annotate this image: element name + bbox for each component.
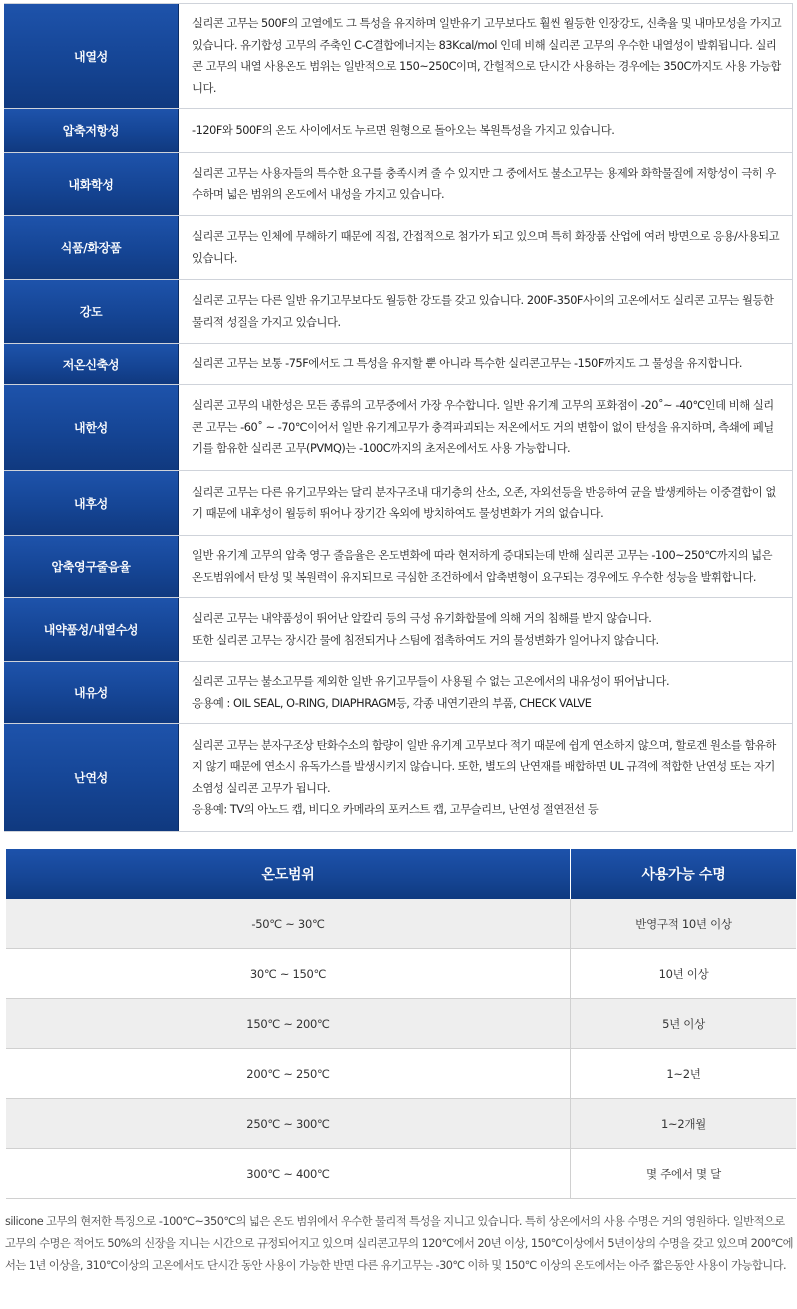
property-row xyxy=(4,216,793,280)
property-row xyxy=(4,471,793,536)
properties-table xyxy=(4,3,793,832)
temperature-range-cell: 200℃ ~ 250℃ xyxy=(6,1049,571,1099)
property-description: 실리콘 고무는 내약품성이 뛰어난 알칼리 등의 극성 유기화합물에 의해 거의 침해를 받지 않습니다. 또한 실리콘 고무는 장시간 물에 침전되거나 스팀에 접촉하여도 거의 물성변화가 일어나지 않습니다. xyxy=(179,598,793,661)
property-label: 내후성 xyxy=(4,471,179,535)
property-description: -120F와 500F의 온도 사이에서도 누르면 원형으로 돌아오는 복원특성을 가지고 있습니다. xyxy=(179,109,793,152)
property-label: 식품/화장품 xyxy=(4,216,179,279)
property-row xyxy=(4,724,793,832)
temperature-range-header: 온도범위 xyxy=(6,849,571,899)
property-description: 일반 유기계 고무의 압축 영구 줄음율은 온도변화에 따라 현저하게 증대되는데 반해 실리콘 고무는 -100~250℃까지의 넓은 온도범위에서 탄성 및 복원력이 유지되므로 극심한 조건하에서 압축변형이 요구되는 경우에도 우수한 성능을 발휘합니다. xyxy=(179,536,793,597)
property-row xyxy=(4,385,793,471)
property-row xyxy=(4,4,793,109)
property-description: 실리콘 고무는 다른 유기고무와는 달리 분자구조내 대기층의 산소, 오존, 자외선등을 반응하여 균을 발생케하는 이중결합이 없기 때문에 내후성이 월등히 뛰어나 장기간 옥외에 방치하여도 물성변화가 거의 없습니다. xyxy=(179,471,793,535)
property-label: 내약품성/내열수성 xyxy=(4,598,179,661)
table-row xyxy=(6,1149,796,1199)
temperature-range-cell: 300℃ ~ 400℃ xyxy=(6,1149,571,1199)
property-label: 난연성 xyxy=(4,724,179,831)
lifespan-header: 사용가능 수명 xyxy=(571,849,797,899)
lifespan-cell: 10년 이상 xyxy=(571,949,797,999)
temperature-lifespan-table xyxy=(6,849,796,1199)
property-description: 실리콘 고무는 사용자들의 특수한 요구를 충족시켜 줄 수 있지만 그 중에서도 불소고무는 용제와 화학물질에 저항성이 극히 우수하며 넓은 범위의 온도에서 내성을 가지고 있습니다. xyxy=(179,153,793,215)
table-row xyxy=(6,899,796,949)
temperature-range-cell: 250℃ ~ 300℃ xyxy=(6,1099,571,1149)
lifespan-cell: 몇 주에서 몇 달 xyxy=(571,1149,797,1199)
property-label: 저온신축성 xyxy=(4,344,179,384)
property-label: 강도 xyxy=(4,280,179,343)
temperature-range-cell: 150℃ ~ 200℃ xyxy=(6,999,571,1049)
property-row xyxy=(4,280,793,344)
table-row xyxy=(6,1049,796,1099)
property-label: 압축영구줄음율 xyxy=(4,536,179,597)
lifespan-cell: 1~2년 xyxy=(571,1049,797,1099)
lifespan-cell: 반영구적 10년 이상 xyxy=(571,899,797,949)
property-label: 내화학성 xyxy=(4,153,179,215)
property-label: 내유성 xyxy=(4,662,179,723)
lifespan-cell: 1~2개월 xyxy=(571,1099,797,1149)
property-description: 실리콘 고무의 내한성은 모든 종류의 고무중에서 가장 우수합니다. 일반 유기계 고무의 포화점이 -20˚~ -40℃인데 비해 실리콘 고무는 -60˚ ~ -70℃이어서 일반 유기계고무가 충격파괴되는 저온에서도 거의 변함이 없이 탄성을 유지하며, 측쇄에 페닐기를 함유한 실리콘 고무(PVMQ)는 -100C까지의 초저온에서도 사용 가능합니다. xyxy=(179,385,793,470)
property-description: 실리콘 고무는 분자구조상 탄화수소의 함량이 일반 유기계 고무보다 적기 때문에 쉽게 연소하지 않으며, 할로겐 원소를 함유하지 않기 때문에 연소시 유독가스를 발생시키지 않습니다. 또한, 별도의 난연재를 배합하면 UL 규격에 적합한 난연성 또는 자기소염성 실리콘 고무가 됩니다. 응용예: TV의 아노드 캡, 비디오 카메라의 포커스트 캡, 고무슬리브, 난연성 절연전선 등 xyxy=(179,724,793,831)
property-label: 압축저항성 xyxy=(4,109,179,152)
property-row xyxy=(4,536,793,598)
property-row xyxy=(4,598,793,662)
table-row xyxy=(6,999,796,1049)
property-description: 실리콘 고무는 보통 -75F에서도 그 특성을 유지할 뿐 아니라 특수한 실리콘고무는 -150F까지도 그 물성을 유지합니다. xyxy=(179,344,793,384)
property-row xyxy=(4,153,793,216)
property-row xyxy=(4,109,793,153)
property-description: 실리콘 고무는 다른 일반 유기고무보다도 월등한 강도를 갖고 있습니다. 200F-350F사이의 고온에서도 실리콘 고무는 월등한 물리적 성질을 가지고 있습니다. xyxy=(179,280,793,343)
property-description: 실리콘 고무는 불소고무를 제외한 일반 유기고무들이 사용될 수 없는 고온에서의 내유성이 뛰어납니다. 응용예 : OIL SEAL, O-RING, DIAPHRAGM등, 각종 내연기관의 부품, CHECK VALVE xyxy=(179,662,793,723)
property-label: 내열성 xyxy=(4,4,179,108)
footnote-paragraph: silicone 고무의 현저한 특징으로 -100℃~350℃의 넓은 온도 범위에서 우수한 물리적 특성을 지니고 있습니다. 특히 상온에서의 사용 수명은 거의 영원하다. 일반적으로 고무의 수명은 적어도 50%의 신장을 지니는 시간으로 규정되어지고 있으며 실리콘고무의 120℃에서 20년 이상, 150℃이상에서 5년이상의 수명을 갖고 있으며 200℃에서는 1년 이상을, 310℃이상의 고온에서도 단시간 동안 사용이 가능한 반면 다른 유기고무는 -30℃ 이하 및 150℃ 이상의 온도에서는 아주 짧은동안 사용이 가능합니다. xyxy=(5,1215,793,1272)
temperature-range-cell: 30℃ ~ 150℃ xyxy=(6,949,571,999)
table-row xyxy=(6,949,796,999)
property-description: 실리콘 고무는 인체에 무해하기 때문에 직접, 간접적으로 첨가가 되고 있으며 특히 화장품 산업에 여러 방면으로 응용/사용되고 있습니다. xyxy=(179,216,793,279)
property-label: 내한성 xyxy=(4,385,179,470)
property-row xyxy=(4,344,793,385)
table-row xyxy=(6,1099,796,1149)
table-header-row xyxy=(6,849,796,899)
property-description: 실리콘 고무는 500F의 고열에도 그 특성을 유지하며 일반유기 고무보다도 훨씬 월등한 인장강도, 신축율 및 내마모성을 가지고 있습니다. 유기합성 고무의 주축인 C-C결합에너지는 83Kcal/mol 인데 비해 실리콘 고무의 우수한 내열성이 발휘됩니다. 실리콘 고무의 내열 사용온도 범위는 일반적으로 150~250C이며, 간헐적으로 단시간 사용하는 경우에는 350C까지도 사용 가능합니다. xyxy=(179,4,793,108)
property-row xyxy=(4,662,793,724)
lifespan-cell: 5년 이상 xyxy=(571,999,797,1049)
temperature-range-cell: -50℃ ~ 30℃ xyxy=(6,899,571,949)
